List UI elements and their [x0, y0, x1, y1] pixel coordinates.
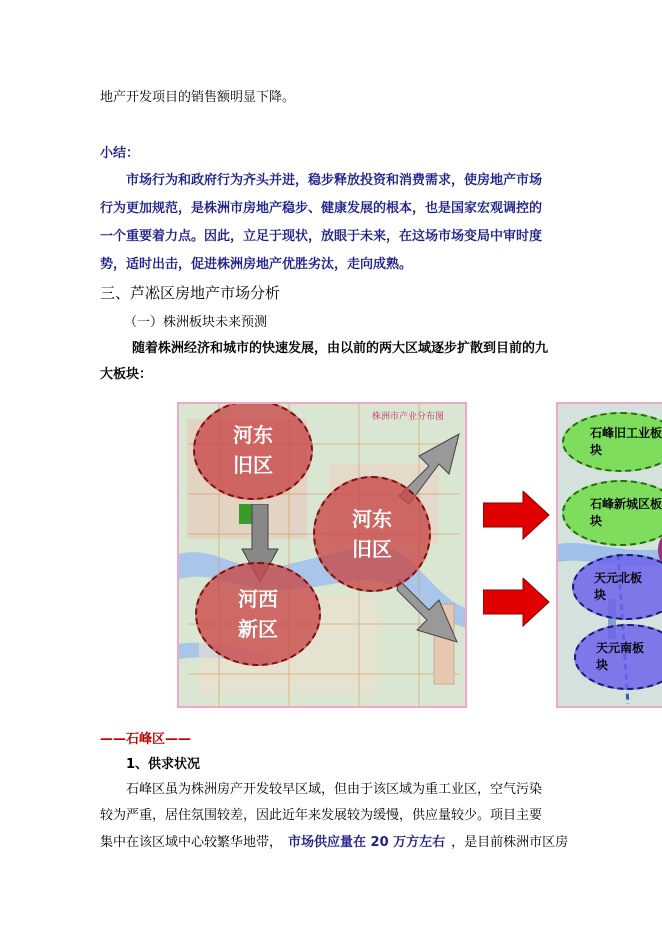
supply-text-a: 集中在该区域中心较繁华地带， [100, 835, 283, 850]
zone-hedong-old-1: 河东 旧区 [193, 402, 313, 500]
map-title: 株洲市产业分布图 [372, 412, 445, 422]
zone-hexi-new: 河西 新区 [195, 562, 321, 666]
zone-shifeng-new-city: 石峰新城区板 块 [562, 480, 662, 546]
district-heading: ——石峰区—— [100, 732, 192, 747]
zone-hedong-old-2: 河东 旧区 [313, 476, 431, 592]
summary-line-2: 行为更加规范，是株洲市房地产稳步、健康发展的根本，也是国家宏观调控的 [100, 201, 543, 216]
subsection-title: （一）株洲板块未来预测 [124, 315, 268, 330]
paragraph-tail: 地产开发项目的销售额明显下降。 [100, 90, 296, 105]
summary-line-4: 势，适时出击，促进株洲房地产优胜劣汰，走向成熟。 [100, 257, 413, 272]
supply-line-1: 石峰区虽为株洲房产开发较早区域，但由于该区域为重工业区，空气污染 [126, 782, 543, 797]
section-title: 三、芦凇区房地产市场分析 [100, 284, 281, 302]
red-arrow-2 [483, 578, 553, 628]
zone-shifeng-old-industrial: 石峰旧工业板 块 [562, 412, 662, 472]
intro-line-1: 随着株洲经济和城市的快速发展，由以前的两大区域逐步扩散到目前的九 [132, 341, 549, 356]
summary-line-1: 市场行为和政府行为齐头并进，稳步释放投资和消费需求，使房地产市场 [126, 173, 543, 188]
zone-tianyuan-north: 天元北板 块 [572, 554, 662, 620]
intro-line-2: 大板块： [100, 367, 153, 382]
supply-highlight: 市场供应量在 20 万方左右 [288, 835, 446, 850]
supply-line-3 [100, 834, 568, 852]
map-figure-left [177, 402, 467, 708]
red-arrow-1 [483, 491, 553, 541]
summary-line-3: 一个重要着力点。因此，立足于现状，放眼于未来，在这场市场变局中审时度 [100, 229, 543, 244]
map-figure-right [556, 402, 662, 708]
supply-line-2: 较为严重，居住氛围较差，因此近年来发展较为缓慢，供应量较少。项目主要 [100, 808, 543, 823]
supply-text-c: ，是目前株洲市区房 [451, 835, 569, 850]
zone-tianyuan-south: 天元南板 块 [574, 624, 662, 690]
supply-heading: 1、供求状况 [126, 757, 201, 772]
summary-heading: 小结： [100, 146, 140, 161]
